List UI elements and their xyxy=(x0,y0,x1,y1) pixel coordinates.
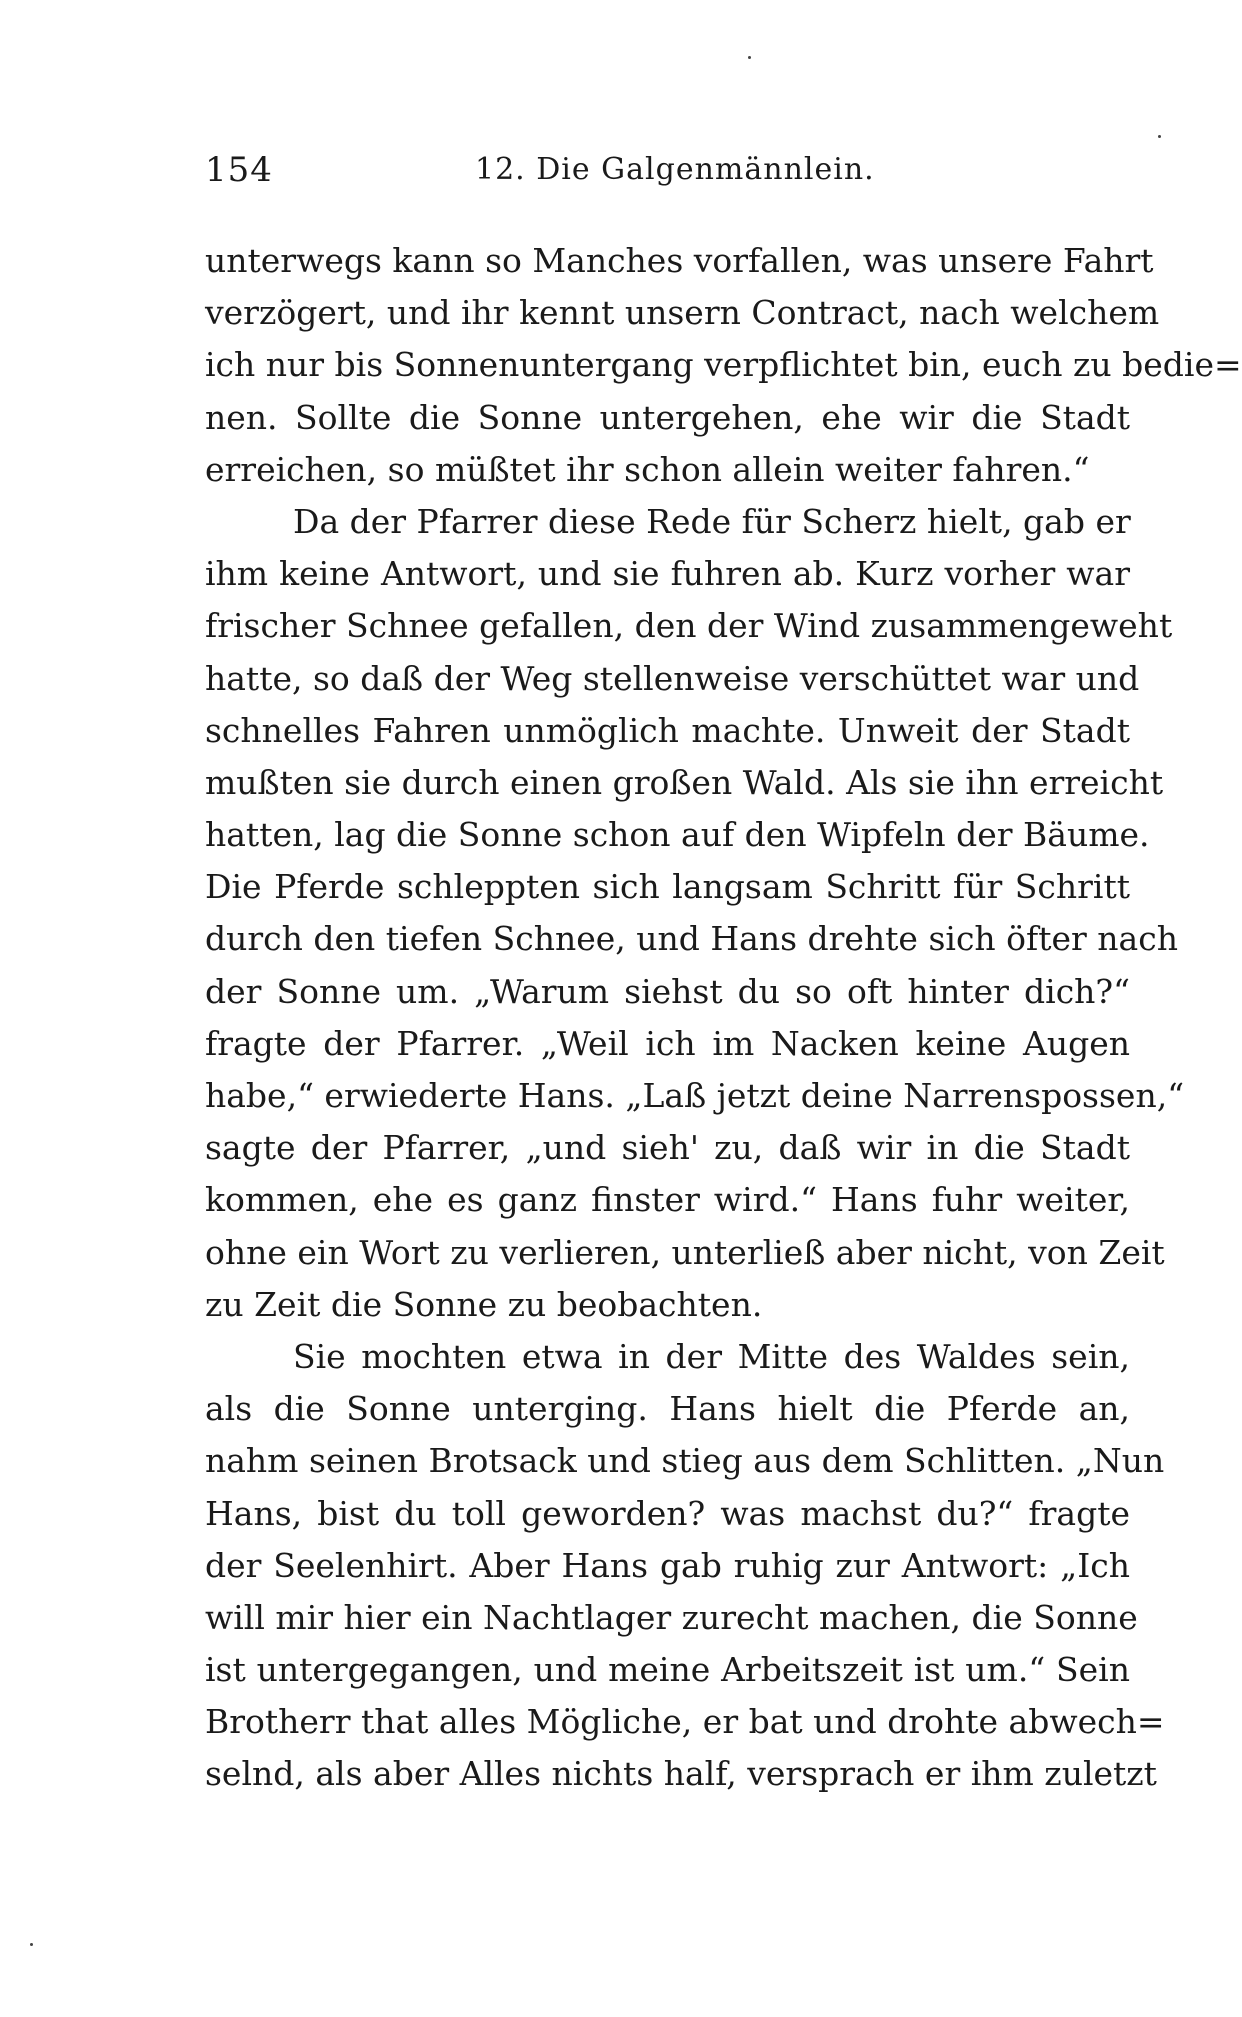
text-line: Sie mochten etwa in der Mitte des Waldes sein, xyxy=(293,1336,1130,1376)
text-line: der Seelenhirt. Aber Hans gab ruhig zur Antwort: „Ich xyxy=(205,1545,1130,1585)
text-line: Brotherr that alles Mögliche, er bat und drohte abwech= xyxy=(205,1702,1165,1742)
text-line: frischer Schnee gefallen, den der Wind zusammengeweht xyxy=(205,606,1173,646)
text-line: ist untergegangen, und meine Arbeitszeit ist um.“ Sein xyxy=(205,1650,1130,1690)
text-line: verzögert, und ihr kennt unsern Contract, nach welchem xyxy=(205,293,1160,333)
paper-speck xyxy=(748,56,751,59)
text-line: nen. Sollte die Sonne untergehen, ehe wir die Stadt xyxy=(205,397,1130,437)
text-line: hatten, lag die Sonne schon auf den Wipfeln der Bäume. xyxy=(205,815,1150,855)
paper-speck xyxy=(30,1943,33,1946)
paper-speck xyxy=(1158,135,1161,138)
body-text xyxy=(205,235,1242,1801)
text-line: kommen, ehe es ganz finster wird.“ Hans fuhr weiter, xyxy=(205,1180,1130,1220)
text-line: selnd, als aber Alles nichts half, versprach er ihm zuletzt xyxy=(205,1754,1157,1794)
text-line: zu Zeit die Sonne zu beobachten. xyxy=(205,1284,763,1324)
text-line: hatte, so daß der Weg stellenweise verschüttet war und xyxy=(205,658,1140,698)
page-number: 154 xyxy=(205,150,273,190)
text-line: durch den tiefen Schnee, und Hans drehte sich öfter nach xyxy=(205,919,1178,959)
text-line: nahm seinen Brotsack und stieg aus dem Schlitten. „Nun xyxy=(205,1441,1165,1481)
text-line: sagte der Pfarrer, „und sieh' zu, daß wir in die Stadt xyxy=(205,1128,1130,1168)
text-line: erreichen, so müßtet ihr schon allein weiter fahren.“ xyxy=(205,449,1090,489)
text-line: habe,“ erwiederte Hans. „Laß jetzt deine Narrenspossen,“ xyxy=(205,1076,1185,1115)
text-line: schnelles Fahren unmöglich machte. Unweit der Stadt xyxy=(205,710,1130,750)
text-line: will mir hier ein Nachtlager zurecht machen, die Sonne xyxy=(205,1597,1138,1637)
text-line: ich nur bis Sonnenuntergang verpflichtet bin, euch zu bedie= xyxy=(205,345,1242,385)
running-title: 12. Die Galgenmännlein. xyxy=(475,152,875,187)
text-line: ohne ein Wort zu verlieren, unterließ aber nicht, von Zeit xyxy=(205,1232,1165,1272)
text-line: Die Pferde schleppten sich langsam Schritt für Schritt xyxy=(205,867,1130,907)
text-line: fragte der Pfarrer. „Weil ich im Nacken keine Augen xyxy=(205,1023,1130,1063)
text-line: der Sonne um. „Warum siehst du so oft hinter dich?“ xyxy=(205,971,1130,1011)
page-header xyxy=(205,150,1130,194)
text-line: als die Sonne unterging. Hans hielt die Pferde an, xyxy=(205,1389,1130,1429)
text-line: mußten sie durch einen großen Wald. Als sie ihn erreicht xyxy=(205,762,1164,802)
text-line: unterwegs kann so Manches vorfallen, was unsere Fahrt xyxy=(205,241,1154,280)
text-line: Hans, bist du toll geworden? was machst du?“ fragte xyxy=(205,1493,1130,1533)
text-line: ihm keine Antwort, und sie fuhren ab. Kurz vorher war xyxy=(205,554,1130,594)
text-line: Da der Pfarrer diese Rede für Scherz hielt, gab er xyxy=(293,501,1131,541)
